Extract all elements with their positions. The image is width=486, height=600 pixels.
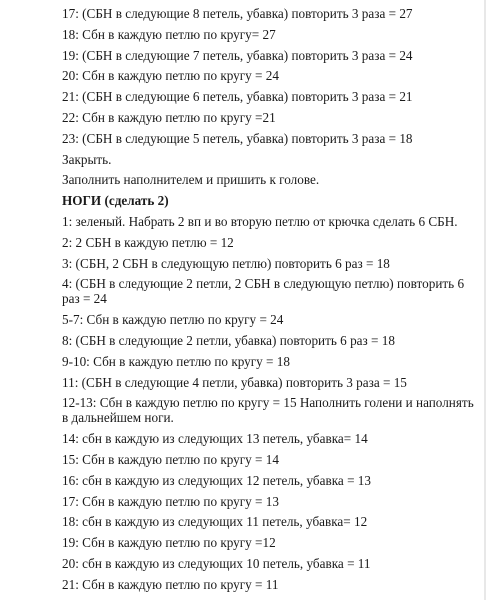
text-line: 21: (СБН в следующие 6 петель, убавка) повторить 3 раза = 21 — [62, 89, 413, 105]
text-line: 18: Сбн в каждую петлю по кругу= 27 — [62, 26, 276, 42]
text-line: 1: зеленый. Набрать 2 вп и во вторую петлю от крючка сделать 6 СБН. — [62, 213, 458, 229]
text-line: 16: сбн в каждую из следующих 12 петель, убавка = 13 — [62, 472, 371, 488]
text-line: 3: (СБН, 2 СБН в следующую петлю) повторить 6 раз = 18 — [62, 255, 390, 271]
text-line: 14: сбн в каждую из следующих 13 петель, убавка= 14 — [62, 431, 368, 447]
text-line: 8: (СБН в следующие 2 петли, убавка) повторить 6 раз = 18 — [62, 332, 395, 348]
text-line: 22: Сбн в каждую петлю по кругу =21 — [62, 109, 276, 125]
text-line: 17: (СБН в следующие 8 петель, убавка) повторить 3 раза = 27 — [62, 6, 413, 21]
text-line: Заполнить наполнителем и пришить к голове. — [62, 172, 320, 188]
text-line: 21: Сбн в каждую петлю по кругу = 11 — [62, 576, 279, 592]
text-line: 5-7: Сбн в каждую петлю по кругу = 24 — [62, 312, 284, 328]
text-line: 2: 2 СБН в каждую петлю = 12 — [62, 234, 234, 250]
text-line: 19: (СБН в следующие 7 петель, убавка) повторить 3 раза = 24 — [62, 47, 413, 63]
text-line: 9-10: Сбн в каждую петлю по кругу = 18 — [62, 353, 290, 369]
text-line: 15: Сбн в каждую петлю по кругу = 14 — [62, 451, 279, 467]
text-line: 4: (СБН в следующие 2 петли, 2 СБН в следующую петлю) повторить 6 раз = 24 — [62, 276, 465, 307]
section-heading: НОГИ (сделать 2) — [62, 193, 169, 209]
text-line: 19: Сбн в каждую петлю по кругу =12 — [62, 535, 276, 551]
text-line: 23: (СБН в следующие 5 петель, убавка) повторить 3 раза = 18 — [62, 130, 413, 146]
text-line: 12-13: Сбн в каждую петлю по кругу = 15 Наполнить голени и наполнять в дальнейшем ноги. — [62, 395, 474, 426]
text-line: 18: сбн в каждую из следующих 11 петель, убавка= 12 — [62, 514, 368, 530]
text-line: 11: (СБН в следующие 4 петли, убавка) повторить 3 раза = 15 — [62, 374, 407, 390]
text-line: Закрыть. — [62, 151, 112, 167]
text-line: 20: сбн в каждую из следующих 10 петель, убавка = 11 — [62, 555, 371, 571]
text-line: 17: Сбн в каждую петлю по кругу = 13 — [62, 493, 279, 509]
text-line: 20: Сбн в каждую петлю по кругу = 24 — [62, 68, 279, 84]
